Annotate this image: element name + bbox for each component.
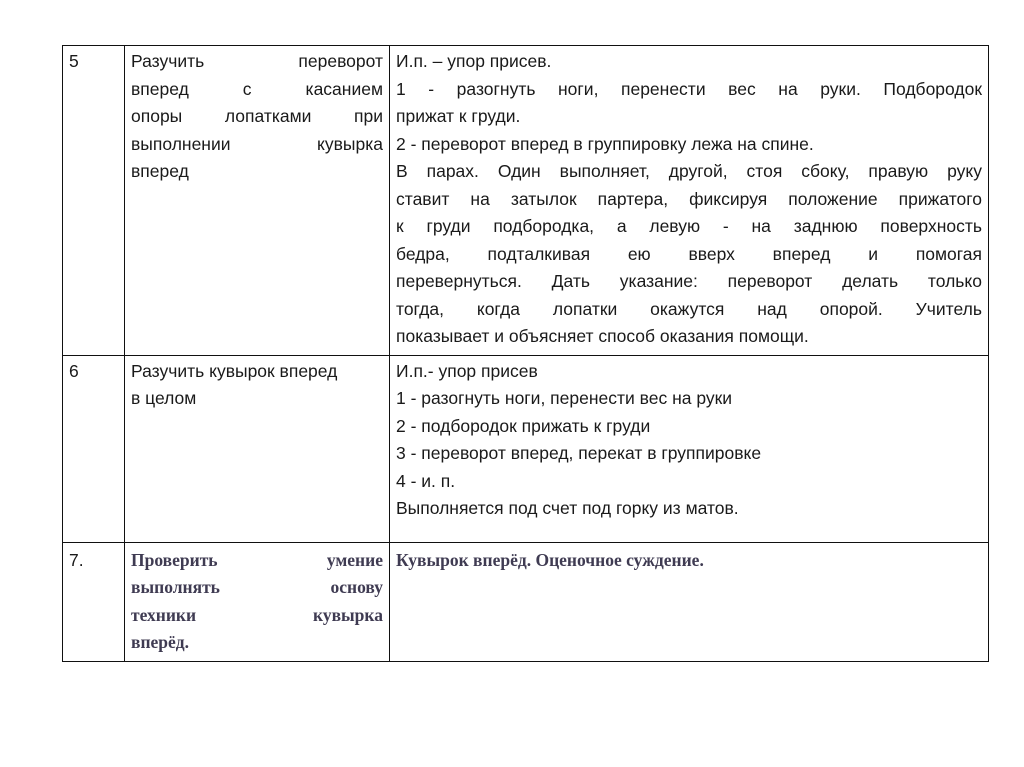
method-line: ставит на затылок партера, фиксируя положение прижатого (396, 188, 982, 209)
method-line: 2 - переворот вперед в группировку лежа на спине. (396, 133, 814, 154)
table-row (63, 542, 989, 661)
task-line: Разучить переворот (131, 51, 383, 71)
method-line: 1 - разогнуть ноги, перенести вес на руки (396, 388, 733, 408)
method-line: 4 - и. п. (396, 470, 456, 491)
task-line: в целом (131, 388, 197, 408)
task-line: вперед (131, 161, 189, 181)
task-cell (125, 355, 390, 542)
task-line: техники кувырка (131, 604, 383, 625)
method-line: И.п. – упор присев. (396, 51, 552, 71)
method-line: тогда, когда лопатки окажутся над опорой. Учитель (396, 298, 982, 319)
row-number: 5 (63, 46, 125, 356)
task-line: выполнять основу (131, 577, 383, 597)
row-number: 6 (63, 355, 125, 542)
method-line: И.п.- упор присев (396, 360, 538, 381)
method-cell (390, 355, 989, 542)
task-line: вперед с касанием (131, 78, 383, 99)
method-line: бедра, подталкивая ею вверх вперед и помогая (396, 243, 982, 264)
task-line: Проверить умение (131, 549, 383, 570)
task-line: выполнении кувырка (131, 133, 383, 154)
method-line: Кувырок вперёд. Оценочное суждение. (396, 549, 704, 570)
task-line: вперёд. (131, 632, 190, 652)
method-line: 3 - переворот вперед, перекат в группировке (396, 443, 762, 463)
table-row (63, 46, 989, 356)
task-line: опоры лопатками при (131, 106, 383, 126)
table-row (63, 355, 989, 542)
method-line: показывает и объясняет способ оказания помощи. (396, 326, 809, 346)
row-number: 7. (63, 542, 125, 661)
method-line: прижат к груди. (396, 106, 521, 126)
method-cell (390, 542, 989, 661)
method-line: к груди подбородка, а левую - на заднюю поверхность (396, 216, 982, 236)
task-cell (125, 46, 390, 356)
task-line: Разучить кувырок вперед (131, 360, 338, 381)
method-line: Выполняется под счет под горку из матов. (396, 498, 739, 518)
method-line: В парах. Один выполняет, другой, стоя сбоку, правую руку (396, 161, 982, 181)
method-line: 1 - разогнуть ноги, перенести вес на руки. Подбородок (396, 78, 982, 99)
method-line: перевернуться. Дать указание: переворот делать только (396, 271, 982, 291)
method-cell (390, 46, 989, 356)
lesson-plan-table (62, 45, 989, 662)
task-cell (125, 542, 390, 661)
method-line: 2 - подбородок прижать к груди (396, 415, 651, 436)
